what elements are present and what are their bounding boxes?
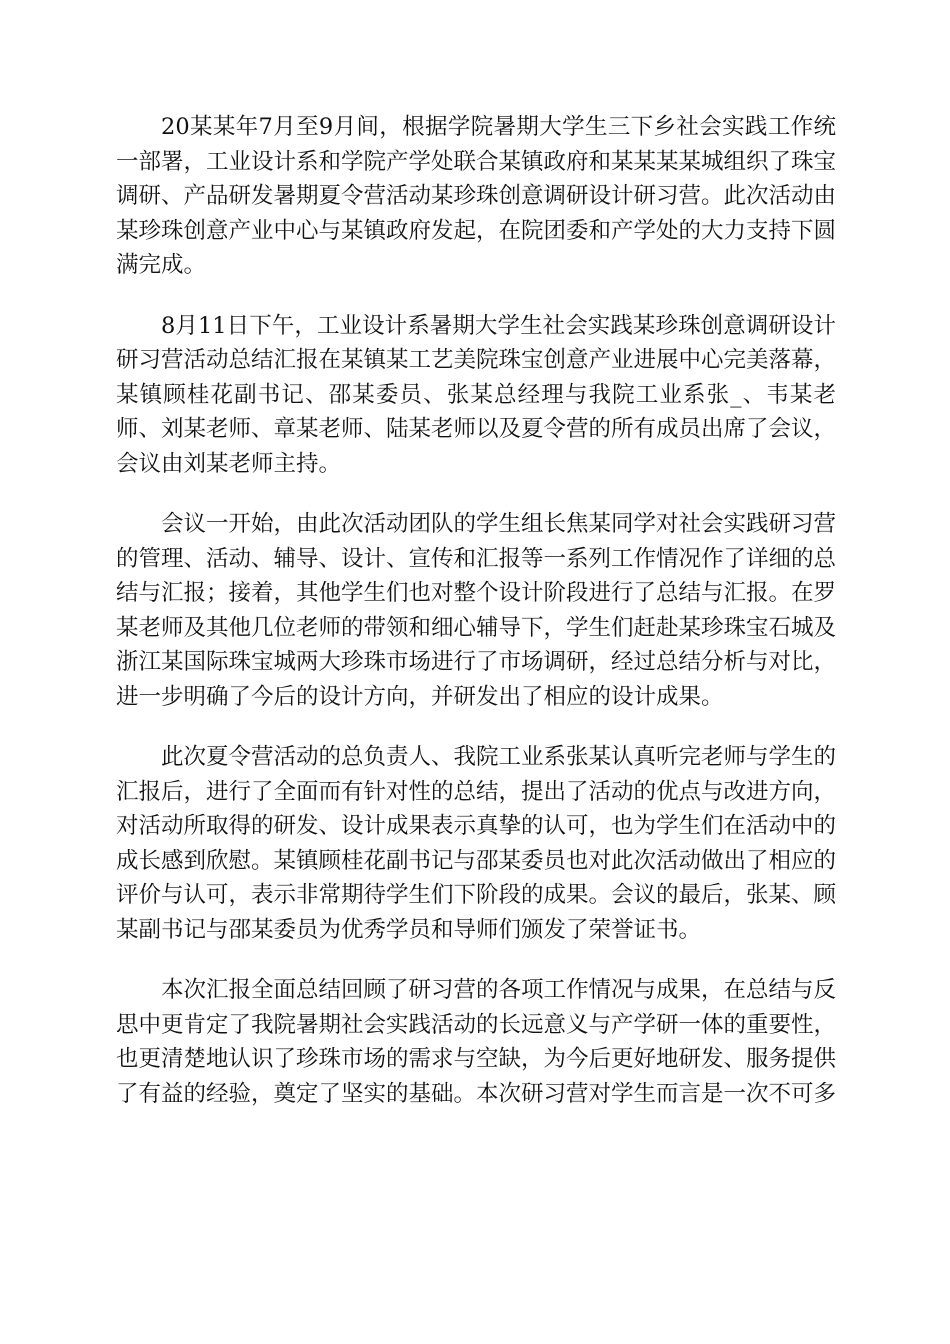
paragraph-2: 8月11日下午，工业设计系暑期大学生社会实践某珍珠创意调研设计研习营活动总结汇报在某镇某工艺美院珠宝创意产业进展中心完美落幕，某镇顾桂花副书记、邵某委员、张某总经理与我院工业系张_、韦某老师、刘某老师、章某老师、陆某老师以及夏令营的所有成员出席了会议，会议由刘某老师主持。: [116, 312, 837, 477]
paragraph-1: 20某某年7月至9月间，根据学院暑期大学生三下乡社会实践工作统一部署，工业设计系和学院产学处联合某镇政府和某某某某城组织了珠宝调研、产品研发暑期夏令营活动某珍珠创意调研设计研习营。此次活动由某珍珠创意产业中心与某镇政府发起，在院团委和产学处的大力支持下圆满完成。: [116, 114, 837, 278]
paragraph-4: 此次夏令营活动的总负责人、我院工业系张某认真听完老师与学生的汇报后，进行了全面而有针对性的总结，提出了活动的优点与改进方向，对活动所取得的研发、设计成果表示真挚的认可，也为学生们在活动中的成长感到欣慰。某镇顾桂花副书记与邵某委员也对此次活动做出了相应的评价与认可，表示非常期待学生们下阶段的成果。会议的最后，张某、顾某副书记与邵某委员为优秀学员和导师们颁发了荣誉证书。: [116, 744, 837, 943]
paragraph-5: 本次汇报全面总结回顾了研习营的各项工作情况与成果，在总结与反思中更肯定了我院暑期社会实践活动的长远意义与产学研一体的重要性，也更清楚地认识了珍珠市场的需求与空缺，为今后更好地研发、服务提供了有益的经验，奠定了坚实的基础。本次研习营对学生而言是一次不可多: [116, 977, 837, 1107]
document-body: [116, 110, 836, 1137]
paragraph-3: 会议一开始，由此次活动团队的学生组长焦某同学对社会实践研习营的管理、活动、辅导、设计、宣传和汇报等一系列工作情况作了详细的总结与汇报；接着，其他学生们也对整个设计阶段进行了总结与汇报。在罗某老师及其他几位老师的带领和细心辅导下，学生们赶赴某珍珠宝石城及浙江某国际珠宝城两大珍珠市场进行了市场调研，经过总结分析与对比，进一步明确了今后的设计方向，并研发出了相应的设计成果。: [116, 511, 837, 710]
